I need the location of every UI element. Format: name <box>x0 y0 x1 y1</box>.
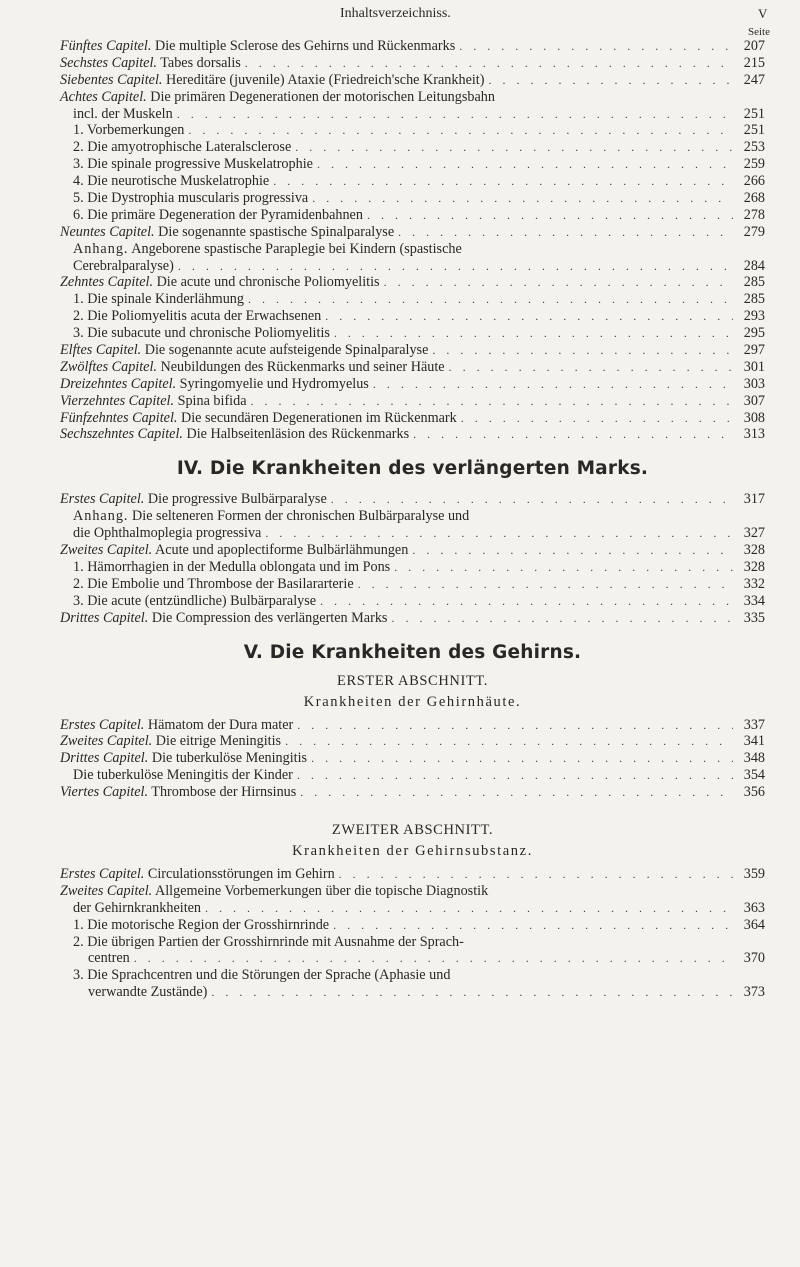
page-number: 364 <box>743 916 765 933</box>
entry-title: Neubildungen des Rückenmarks und seiner Häute <box>156 358 445 375</box>
toc-entry-text <box>60 224 394 241</box>
part-title-zweiter-abschnitt: ZWEITER ABSCHNITT. <box>331 821 494 838</box>
toc-entry-text <box>60 426 409 443</box>
toc-entry-text <box>60 491 327 508</box>
toc-entry <box>60 224 765 241</box>
toc-entry-text <box>60 717 293 734</box>
toc-entry <box>60 308 765 325</box>
page-number: 370 <box>743 950 765 967</box>
entry-title: 1. Hämorrhagien in der Medulla oblongata und im Pons <box>73 558 391 575</box>
toc-entry-text <box>60 38 455 55</box>
toc-entry-text <box>60 917 329 934</box>
page-number: 279 <box>743 223 765 240</box>
dot-leader <box>300 784 733 801</box>
page-number: 373 <box>743 984 765 1001</box>
dot-leader <box>178 258 733 275</box>
entry-title: 5. Die Dystrophia muscularis progressiva <box>73 190 309 207</box>
entry-title: 3. Die acute (entzündliche) Bulbärparalyse <box>73 592 317 609</box>
dot-leader <box>251 393 733 410</box>
toc-entry <box>60 576 765 593</box>
toc-entry-text <box>60 393 247 410</box>
appendix-label: Anhang. <box>73 240 129 257</box>
dot-leader <box>320 593 733 610</box>
toc-entry-text <box>60 733 281 750</box>
entry-title: 2. Die übrigen Partien der Grosshirnrinde mit Ausnahme der Sprach- <box>73 933 464 950</box>
page-number: 215 <box>743 54 765 71</box>
toc-entry-text <box>60 122 184 139</box>
toc-entry <box>60 525 765 542</box>
toc-entry-text <box>60 593 316 610</box>
chapter-label: Dreizehntes Capitel. <box>60 375 177 392</box>
toc-entry <box>60 190 765 207</box>
page-number: 332 <box>743 575 765 592</box>
page-number: 268 <box>743 190 765 207</box>
toc-entry <box>60 342 765 359</box>
page-number: 297 <box>743 342 765 359</box>
entry-title: Tabes dorsalis <box>156 54 241 71</box>
toc-entry <box>60 593 765 610</box>
toc-block-gehirnhaeute <box>60 717 765 801</box>
toc-entry-text <box>60 241 462 258</box>
dot-leader <box>391 610 733 627</box>
part-title-erster-abschnitt: ERSTER ABSCHNITT. <box>337 672 488 689</box>
entry-title: 4. Die neurotische Muskelatrophie <box>73 173 270 190</box>
toc-entry-text <box>60 610 387 627</box>
toc-entry-text <box>60 410 457 427</box>
chapter-label: Zweites Capitel. <box>60 542 153 559</box>
dot-leader <box>265 525 733 542</box>
toc-entry-text <box>60 156 313 173</box>
toc-entry <box>60 784 765 801</box>
toc-entry-text <box>60 508 469 525</box>
toc-entry <box>60 325 765 342</box>
dot-leader <box>488 72 733 89</box>
toc-entry <box>60 258 765 275</box>
toc-entry <box>60 967 765 984</box>
page-number: 259 <box>743 156 765 173</box>
dot-leader <box>331 491 733 508</box>
table-of-contents <box>60 38 765 1001</box>
toc-entry <box>60 122 765 139</box>
toc-entry-text <box>60 883 488 900</box>
toc-entry <box>60 241 765 258</box>
page-number: 266 <box>743 173 765 190</box>
entry-title: 1. Die spinale Kinderlähmung <box>73 291 244 308</box>
toc-entry <box>60 866 765 883</box>
toc-entry <box>60 426 765 443</box>
chapter-label: Vierzehntes Capitel. <box>60 392 175 409</box>
dot-leader <box>134 950 733 967</box>
page-number: 251 <box>743 105 765 122</box>
dot-leader <box>358 576 733 593</box>
toc-entry <box>60 89 765 106</box>
page-number: 363 <box>743 899 765 916</box>
toc-entry-text <box>60 89 495 106</box>
dot-leader <box>333 917 733 934</box>
dot-leader <box>432 342 733 359</box>
entry-title: Die tuberkulöse Meningitis <box>148 750 308 767</box>
entry-title: Die Compression des verlängerten Marks <box>148 609 388 626</box>
toc-entry <box>60 72 765 89</box>
toc-entry <box>60 207 765 224</box>
chapter-label: Zwölftes Capitel. <box>60 358 157 375</box>
entry-title: der Gehirnkrankheiten <box>73 899 202 916</box>
toc-entry-text <box>60 359 445 376</box>
page-number: 327 <box>743 525 765 542</box>
toc-entry-text <box>60 984 207 1001</box>
page-number: 308 <box>743 409 765 426</box>
dot-leader <box>373 376 733 393</box>
page-number: 303 <box>743 375 765 392</box>
dot-leader <box>367 207 733 224</box>
section-heading-v: V. Die Krankheiten des Gehirns. <box>243 641 582 663</box>
entry-title: Circulationsstörungen im Gehirn <box>144 865 335 882</box>
running-head-title: Inhaltsverzeichniss. <box>340 6 451 21</box>
page-number: 335 <box>743 609 765 626</box>
dot-leader <box>384 274 733 291</box>
dot-leader <box>449 359 733 376</box>
entry-title: Angeborene spastische Paraplegie bei Kindern (spastische <box>128 240 462 257</box>
dot-leader <box>317 156 733 173</box>
page-number: 247 <box>743 71 765 88</box>
entry-title: 1. Die motorische Region der Grosshirnrinde <box>73 916 330 933</box>
entry-title: Syringomyelie und Hydromyelus <box>176 375 369 392</box>
toc-entry-text <box>60 106 173 123</box>
page-number: 293 <box>743 308 765 325</box>
page-number: 285 <box>743 291 765 308</box>
toc-entry <box>60 38 765 55</box>
toc-entry-text <box>60 308 321 325</box>
toc-entry-text <box>60 750 307 767</box>
entry-title: Die progressive Bulbärparalyse <box>144 491 327 508</box>
toc-entry-text <box>60 784 296 801</box>
chapter-label: Erstes Capitel. <box>60 865 145 882</box>
page-number: 337 <box>743 716 765 733</box>
chapter-label: Sechstes Capitel. <box>60 54 157 71</box>
toc-entry <box>60 156 765 173</box>
page-number: 251 <box>743 122 765 139</box>
toc-entry-text <box>60 258 174 275</box>
entry-title: Cerebralparalyse) <box>73 257 174 274</box>
dot-leader <box>273 173 733 190</box>
entry-title: centren <box>88 950 130 967</box>
toc-entry-text <box>60 342 428 359</box>
toc-entry-text <box>60 376 369 393</box>
toc-entry <box>60 376 765 393</box>
toc-entry <box>60 767 765 784</box>
toc-entry <box>60 733 765 750</box>
chapter-label: Zehntes Capitel. <box>60 274 154 291</box>
toc-entry <box>60 139 765 156</box>
toc-entry <box>60 410 765 427</box>
dot-leader <box>285 733 733 750</box>
chapter-label: Drittes Capitel. <box>60 750 149 767</box>
dot-leader <box>297 717 733 734</box>
toc-entry-text <box>60 542 408 559</box>
page-number: 313 <box>743 426 765 443</box>
chapter-label: Siebentes Capitel. <box>60 71 163 88</box>
entry-title: Die eitrige Meningitis <box>152 733 282 750</box>
toc-entry-text <box>60 950 130 967</box>
chapter-label: Zweites Capitel. <box>60 733 153 750</box>
entry-title: 3. Die Sprachcentren und die Störungen der Sprache (Aphasie und <box>73 967 451 984</box>
part-subtitle-gehirnsubstanz: Krankheiten der Gehirnsubstanz. <box>292 842 533 859</box>
entry-title: die Ophthalmoplegia progressiva <box>73 525 262 542</box>
dot-leader <box>334 325 733 342</box>
page-number: 295 <box>743 325 765 342</box>
dot-leader <box>312 190 733 207</box>
entry-title: Hämatom der Dura mater <box>144 716 294 733</box>
chapter-label: Fünftes Capitel. <box>60 38 152 54</box>
entry-title: Die secundären Degenerationen im Rückenmark <box>177 409 457 426</box>
toc-entry-text <box>60 866 335 883</box>
toc-entry <box>60 274 765 291</box>
page-number: 301 <box>743 358 765 375</box>
entry-title: incl. der Muskeln <box>73 105 173 122</box>
entry-title: Die multiple Sclerose des Gehirns und Rückenmarks <box>151 38 456 54</box>
dot-leader <box>339 866 733 883</box>
toc-entry-text <box>60 525 261 542</box>
page-number: 285 <box>743 274 765 291</box>
toc-entry-text <box>60 291 244 308</box>
entry-title: 6. Die primäre Degeneration der Pyramidenbahnen <box>73 206 363 223</box>
entry-title: Die Halbseitenläsion des Rückenmarks <box>182 426 410 443</box>
entry-title: Die sogenannte acute aufsteigende Spinalparalyse <box>141 342 429 359</box>
dot-leader <box>295 139 733 156</box>
toc-entry <box>60 883 765 900</box>
page-number: 278 <box>743 206 765 223</box>
entry-title: Spina bifida <box>174 392 247 409</box>
toc-entry-text <box>60 55 241 72</box>
page-number: 359 <box>743 865 765 882</box>
toc-block-section-iv <box>60 491 765 626</box>
dot-leader <box>188 122 733 139</box>
part-subtitle-gehirnhaeute: Krankheiten der Gehirnhäute. <box>303 693 522 710</box>
dot-leader <box>205 900 733 917</box>
section-heading-iv: IV. Die Krankheiten des verlängerten Marks. <box>176 458 649 480</box>
toc-entry-text <box>60 173 269 190</box>
chapter-label: Sechszehntes Capitel. <box>60 426 183 443</box>
dot-leader <box>297 767 733 784</box>
entry-title: verwandte Zustände) <box>88 984 208 1001</box>
toc-entry-text <box>60 274 380 291</box>
toc-entry <box>60 291 765 308</box>
entry-title: 2. Die Poliomyelitis acuta der Erwachsenen <box>73 308 322 325</box>
page-number: 334 <box>743 592 765 609</box>
page-number: 328 <box>743 542 765 559</box>
entry-title: Die sogenannte spastische Spinalparalyse <box>154 223 395 240</box>
chapter-label: Zweites Capitel. <box>60 882 153 899</box>
dot-leader <box>459 38 733 55</box>
entry-title: Die selteneren Formen der chronischen Bulbärparalyse und <box>128 508 470 525</box>
entry-title: Die acute und chronische Poliomyelitis <box>153 274 380 291</box>
toc-entry <box>60 106 765 123</box>
toc-entry <box>60 900 765 917</box>
dot-leader <box>248 291 733 308</box>
entry-title: 2. Die Embolie und Thrombose der Basilararterie <box>73 575 354 592</box>
toc-entry-text <box>60 72 484 89</box>
toc-block-continued <box>60 38 765 443</box>
page-number: 341 <box>743 733 765 750</box>
chapter-label: Drittes Capitel. <box>60 609 149 626</box>
dot-leader <box>412 542 733 559</box>
dot-leader <box>245 55 733 72</box>
toc-entry-text <box>60 559 390 576</box>
toc-entry <box>60 508 765 525</box>
chapter-label: Viertes Capitel. <box>60 784 148 801</box>
toc-entry <box>60 359 765 376</box>
page-number: 207 <box>743 38 765 54</box>
toc-entry-text <box>60 325 330 342</box>
dot-leader <box>413 426 733 443</box>
entry-title: 3. Die spinale progressive Muskelatrophie <box>73 156 313 173</box>
page-number: 348 <box>743 750 765 767</box>
toc-entry-text <box>60 576 354 593</box>
entry-title: Acute und apoplectiforme Bulbärlähmungen <box>152 542 409 559</box>
toc-entry-text <box>60 934 464 951</box>
page-number: 317 <box>743 491 765 508</box>
page-number: 284 <box>743 257 765 274</box>
page-number: 328 <box>743 558 765 575</box>
dot-leader <box>177 106 733 123</box>
toc-block-gehirnsubstanz <box>60 866 765 1001</box>
toc-entry-text <box>60 767 293 784</box>
entry-title: Thrombose der Hirnsinus <box>148 784 297 801</box>
toc-entry <box>60 717 765 734</box>
entry-title: Allgemeine Vorbemerkungen über die topische Diagnostik <box>152 882 489 899</box>
page-number: 307 <box>743 392 765 409</box>
toc-entry-text <box>60 190 308 207</box>
chapter-label: Elftes Capitel. <box>60 342 142 359</box>
entry-title: Die primären Degenerationen der motorischen Leitungsbahn <box>146 88 495 105</box>
toc-entry <box>60 750 765 767</box>
toc-entry <box>60 984 765 1001</box>
appendix-label: Anhang. <box>73 508 129 525</box>
entry-title: 1. Vorbemerkungen <box>73 122 185 139</box>
toc-entry <box>60 559 765 576</box>
toc-entry-text <box>60 967 450 984</box>
page-number: 356 <box>743 784 765 801</box>
running-head <box>0 4 800 24</box>
chapter-label: Erstes Capitel. <box>60 491 145 508</box>
dot-leader <box>325 308 733 325</box>
toc-entry <box>60 173 765 190</box>
chapter-label: Erstes Capitel. <box>60 716 145 733</box>
toc-entry <box>60 55 765 72</box>
seite-column-label: Seite <box>748 26 770 38</box>
dot-leader <box>311 750 733 767</box>
page-number: 354 <box>743 767 765 784</box>
toc-entry <box>60 917 765 934</box>
toc-entry <box>60 610 765 627</box>
page-number: 253 <box>743 139 765 156</box>
entry-title: 2. Die amyotrophische Lateralsclerose <box>73 139 292 156</box>
entry-title: Die tuberkulöse Meningitis der Kinder <box>73 767 293 784</box>
dot-leader <box>211 984 733 1001</box>
entry-title: 3. Die subacute und chronische Poliomyelitis <box>73 325 330 342</box>
dot-leader <box>398 224 733 241</box>
toc-entry <box>60 393 765 410</box>
toc-entry <box>60 934 765 951</box>
dot-leader <box>461 410 733 427</box>
running-head-page-number: V <box>758 6 768 21</box>
toc-entry-text <box>60 139 291 156</box>
dot-leader <box>394 559 733 576</box>
toc-entry <box>60 542 765 559</box>
toc-entry <box>60 950 765 967</box>
toc-entry <box>60 491 765 508</box>
chapter-label: Achtes Capitel. <box>60 88 147 105</box>
chapter-label: Fünfzehntes Capitel. <box>60 409 178 426</box>
chapter-label: Neuntes Capitel. <box>60 223 155 240</box>
toc-entry-text <box>60 207 363 224</box>
toc-entry-text <box>60 900 201 917</box>
entry-title: Hereditäre (juvenile) Ataxie (Friedreich'sche Krankheit) <box>162 71 485 88</box>
